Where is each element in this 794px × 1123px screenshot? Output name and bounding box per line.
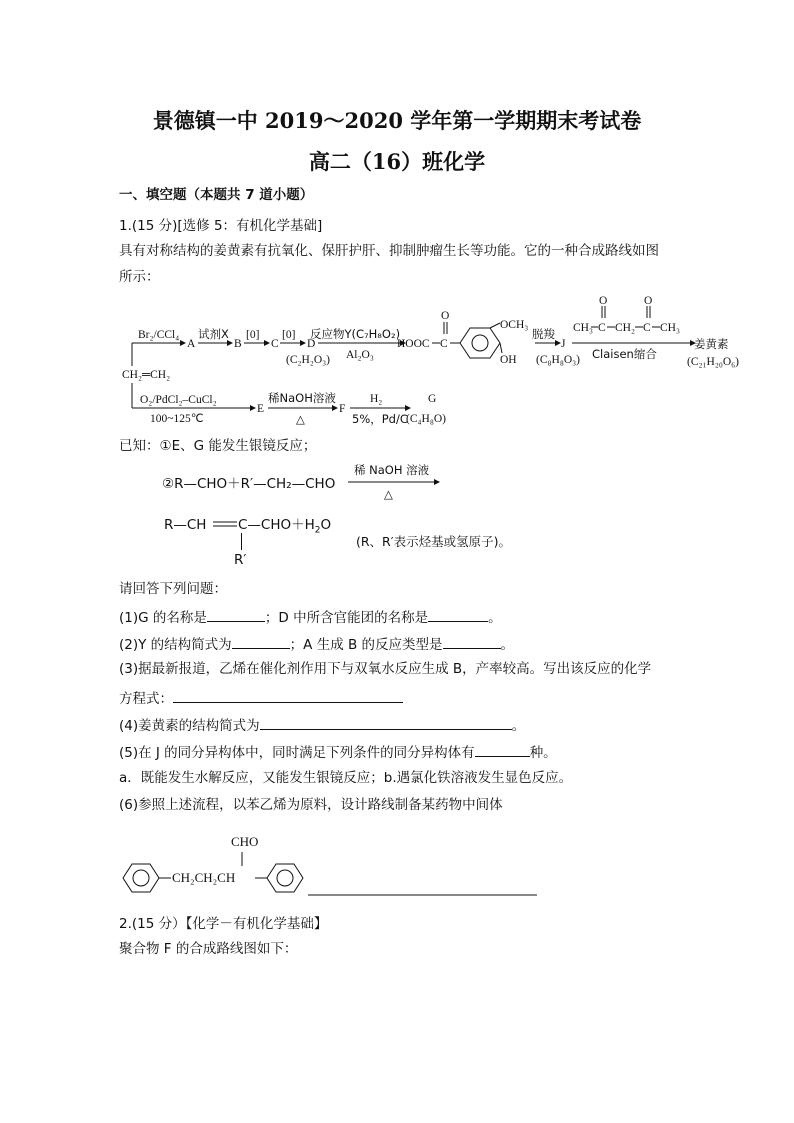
known-info-2-lhs: ②R—CHO＋R′—CH₂—CHO <box>162 476 336 492</box>
sub-question-1 <box>119 607 502 627</box>
ring-circle-left <box>133 870 149 886</box>
reagent-wacker: O₂/PdCl₂–CuCl₂ <box>140 394 217 406</box>
arrow-condition-bottom: △ <box>384 487 393 501</box>
known-reaction-arrow <box>346 462 446 502</box>
sub-question-3-line2 <box>119 688 403 708</box>
sub1-text-a: (1)G 的名称是 <box>119 610 207 626</box>
reactant-Y: 反应物Y(C₇H₈O₂) <box>310 327 401 341</box>
sub4-blank[interactable] <box>260 715 512 730</box>
diketone-c2: C <box>643 322 651 334</box>
sub1-blank-1[interactable] <box>207 607 265 622</box>
sub2-blank-2[interactable] <box>443 634 501 649</box>
hydroxy-group: OH <box>500 354 517 366</box>
page-subtitle: 高二（16）班化学 <box>308 149 486 174</box>
compound-A: A <box>187 338 196 350</box>
ring-circle-right <box>277 870 293 886</box>
arrow-to-A-head <box>180 340 186 346</box>
compound-D: D <box>307 338 316 350</box>
temperature: 100~125℃ <box>150 413 204 425</box>
reagent-naoh: 稀NaOH溶液 <box>268 391 336 405</box>
arrow-to-D-head <box>300 340 306 346</box>
known-product-double-bond <box>211 515 241 535</box>
sub5-text-a: (5)在 J 的同分异构体中，同时满足下列条件的同分异构体有 <box>119 745 475 761</box>
known-arrow-head <box>434 479 440 485</box>
diketone-o1: O <box>599 295 608 307</box>
keto-oxygen: O <box>441 310 450 322</box>
reagent-h2: H₂ <box>370 393 383 405</box>
reagent-oxidation-2: [0] <box>282 329 296 341</box>
sub3-text: 方程式： <box>119 691 173 707</box>
bond-oh <box>500 343 502 353</box>
arrow-condition-top: 稀 NaOH 溶液 <box>354 463 430 477</box>
compound-G-formula: (C₄H₈O) <box>406 413 446 425</box>
compound-E: E <box>257 403 265 415</box>
sub1-text-c: 。 <box>488 610 502 626</box>
chain-text: CH₂CH₂CH <box>172 870 236 885</box>
compound-G: G <box>428 393 437 405</box>
ring-circle-1 <box>472 335 488 351</box>
sub-question-4 <box>119 715 525 735</box>
page-title: 景德镇一中 2019～2020 学年第一学期期末考试卷 <box>152 108 642 133</box>
compound-J: J <box>561 338 566 350</box>
sub5-text-b: 种。 <box>529 745 557 761</box>
sub3-blank[interactable] <box>173 688 403 703</box>
q1-heading: 1.(15 分)[选修 5：有机化学基础] <box>119 218 323 234</box>
sub-question-3-line1: (3)据最新报道，乙烯在催化剂作用下与双氧水反应生成 B，产率较高。写出该反应的化学 <box>119 661 652 677</box>
sub2-text-a: (2)Y 的结构简式为 <box>119 637 232 653</box>
sub1-text-b: ；D 中所含官能团的名称是 <box>264 610 429 626</box>
q2-heading: 2.(15 分）【化学－有机化学基础】 <box>119 916 328 932</box>
catalyst-al2o3: Al₂O₃ <box>346 349 374 361</box>
section-heading: 一、填空题（本题共 7 道小题） <box>119 187 314 203</box>
known-product-branch <box>241 533 242 550</box>
claisen-condensation: Claisen缩合 <box>592 347 657 361</box>
compound-C: C <box>271 338 279 350</box>
water-subscript: 2 <box>314 525 321 536</box>
reagent-oxidation-1: [0] <box>246 329 260 341</box>
synthesis-scheme <box>110 295 739 438</box>
sub-question-5-conditions: a．既能发生水解反应，又能发生银镜反应；b.遇氯化铁溶液发生显色反应。 <box>119 770 573 786</box>
compound-D-formula: (C₂H₂O₃) <box>286 354 330 366</box>
benzene-ring-1 <box>460 328 500 358</box>
arrow-to-E-head <box>250 405 256 411</box>
curcumin-formula: (C₂₁H₂₀O₆) <box>687 356 739 368</box>
known-product-r: R—CH <box>164 517 207 533</box>
q1-intro-line1: 具有对称结构的姜黄素有抗氧化、保肝护肝、抑制肿瘤生长等功能。它的一种合成路线如图 <box>119 243 659 259</box>
keto-carbon: C <box>440 338 448 350</box>
reagent-decarboxylation: 脱羧 <box>532 327 555 341</box>
heat-symbol: △ <box>296 412 305 426</box>
benzene-ring-right <box>267 864 303 892</box>
sub-question-5 <box>119 742 557 762</box>
compound-J-formula: (C₈H₈O₃) <box>536 354 580 366</box>
sub2-blank-1[interactable] <box>232 634 290 649</box>
diketone-ch3-right: CH₃ <box>660 322 680 334</box>
known-info-1: 已知：①E、G 能发生银镜反应； <box>119 438 317 454</box>
diketone-ch2: CH₂ <box>615 322 635 334</box>
sub5-blank[interactable] <box>475 742 530 757</box>
sub2-text-b: ；A 生成 B 的反应类型是 <box>289 637 443 653</box>
sub-question-6: (6)参照上述流程，以苯乙烯为原料，设计路线制备某药物中间体 <box>119 797 503 813</box>
arrow-to-C-head <box>264 340 270 346</box>
arrow-to-F-head <box>332 405 338 411</box>
diketone-c1: C <box>598 322 606 334</box>
benzene-ring-left <box>123 864 159 892</box>
q1-intro-line2: 所示： <box>119 269 160 285</box>
sub-question-2 <box>119 634 514 654</box>
answer-prompt: 请回答下列问题： <box>119 581 227 597</box>
known-product-rest <box>238 516 331 540</box>
reagent-br2: Br₂/CCl₄ <box>138 329 180 341</box>
arrow-to-G-head <box>405 405 411 411</box>
known-note: (R、R′表示烃基或氢原子)。 <box>356 534 511 549</box>
sub4-text-b: 。 <box>511 718 526 734</box>
diketone-o2: O <box>644 295 653 307</box>
curcumin: 姜黄素 <box>694 337 729 351</box>
sub4-text-a: (4)姜黄素的结构简式为 <box>119 718 260 734</box>
known-product-c-cho: C—CHO＋H <box>238 517 315 533</box>
bond-och3 <box>490 323 500 328</box>
reagent-x: 试剂X <box>198 327 229 341</box>
ethylene: CH₂═CH₂ <box>122 369 171 381</box>
sub1-blank-2[interactable] <box>428 607 488 622</box>
methoxy-group: OCH₃ <box>500 319 529 331</box>
catalyst-pdc: 5%，Pd/C <box>352 412 408 426</box>
diketone-ch3-left: CH₃ <box>573 322 593 334</box>
compound-B: B <box>234 338 242 350</box>
hooc-group: HOOC <box>397 338 430 350</box>
water-oxygen: O <box>320 517 332 533</box>
aldehyde-group: CHO <box>231 834 259 849</box>
sub2-text-c: 。 <box>500 637 515 653</box>
target-intermediate <box>115 828 555 908</box>
q2-intro: 聚合物 F 的合成路线图如下： <box>119 941 298 957</box>
known-product-rprime: R′ <box>234 552 247 568</box>
compound-F: F <box>339 403 346 415</box>
